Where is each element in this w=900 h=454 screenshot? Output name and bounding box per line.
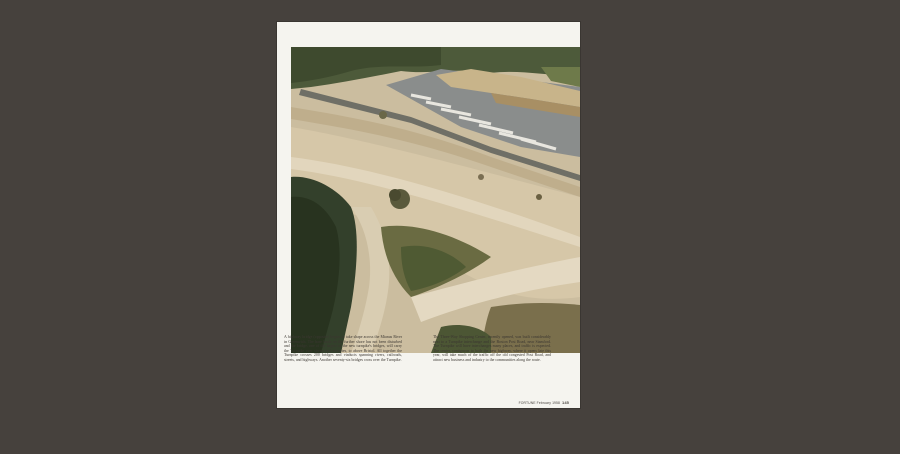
aerial-photo xyxy=(291,47,580,353)
folio xyxy=(509,400,569,405)
page-number: 145 xyxy=(562,400,569,405)
caption-right: The Three-Way Shopping Center, recently opened, was built considerably next to a Turnpike interchange and the Boston Post Road, near Stamford. The Turnpike will have interchanges many places, and traffic is expected. The center, contiguous to both the new highway, where it opens late this year, will take much of the traffic off the old congested Post Road, and attract new business and industry to the communities along the route. xyxy=(433,335,551,362)
magazine-page xyxy=(277,22,580,408)
folio-source: FORTUNE February 1958 xyxy=(518,401,561,405)
caption-left: A highway bridge (opposite) begins to take shape across the Mianus River in Greenwich. The bare lands on the further shore has not been disturbed and the bridge, one of the largest of the new turnpike's bridges, will carry the Turnpike over streets and estuaries, to above Bristol. All together the Turnpike crosses 200 bridges and viaducts spanning rivers, railroads, streets, and highways. Another seventy-six bridges cross over the Turnpike. xyxy=(284,335,402,362)
aerial-photo-illustration xyxy=(291,47,580,353)
